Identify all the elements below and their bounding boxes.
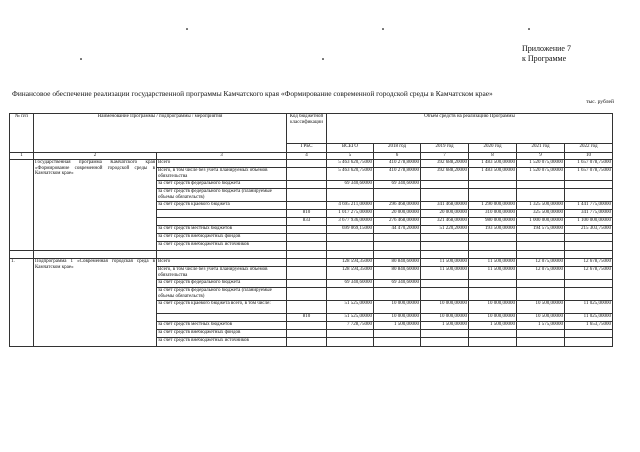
value-cell — [469, 189, 517, 202]
row-label — [157, 218, 287, 226]
value-cell: 194 575,00000 — [517, 226, 565, 234]
value-cell: 80 840,60000 — [374, 259, 421, 267]
value-cell: 10 000,00000 — [469, 314, 517, 322]
index-cell: 1 — [10, 153, 34, 160]
value-cell: 20 000,00000 — [421, 210, 469, 218]
value-cell: 1 500,00000 — [374, 322, 421, 330]
value-cell: 410 278,80000 — [374, 168, 421, 181]
grbs-cell — [287, 280, 327, 288]
row-label: за счет средств местных бюджетов — [157, 226, 287, 234]
grbs-cell — [287, 226, 327, 234]
value-cell: 980 000,00000 — [469, 218, 517, 226]
row-label: за счет средств краевого бюджета всего, в том числе: — [157, 301, 287, 314]
value-cell: 1 575,00000 — [517, 322, 565, 330]
value-cell: 1 500,00000 — [421, 322, 469, 330]
value-cell — [517, 242, 565, 251]
annex-line-1: Приложение 7 — [522, 44, 571, 53]
value-cell: 1 483 500,00000 — [469, 168, 517, 181]
scan-speck — [382, 28, 384, 30]
grbs-cell — [287, 189, 327, 202]
value-cell: 7 728,75000 — [327, 322, 374, 330]
value-cell: 5 463 620,75000 — [327, 168, 374, 181]
value-cell — [565, 234, 613, 242]
row-label: за счет средств местных бюджетов — [157, 322, 287, 330]
index-cell: 10 — [565, 153, 613, 160]
document-title: Финансовое обеспечение реализации государственной программы Камчатского края «Формирование современной городской среды в Камчатском крае» — [12, 89, 493, 98]
value-cell: 699 069,15000 — [327, 226, 374, 234]
annex-label — [522, 44, 571, 64]
grbs-cell — [287, 242, 327, 251]
value-cell: 5 463 620,75000 — [327, 160, 374, 168]
value-cell: 341 468,00000 — [421, 202, 469, 210]
value-cell — [469, 234, 517, 242]
value-cell — [374, 234, 421, 242]
value-cell — [421, 181, 469, 189]
value-cell: 1 100 000,00000 — [565, 218, 613, 226]
value-cell: 1 290 000,00000 — [469, 202, 517, 210]
header-volume: Объем средств на реализацию Программы — [327, 114, 613, 144]
index-cell: 2 — [34, 153, 157, 160]
value-cell: 11 025,00000 — [565, 301, 613, 314]
row-label: за счет средств федерального бюджета (планируемые объемы обязательств) — [157, 288, 287, 301]
value-cell: 1 483 500,00000 — [469, 160, 517, 168]
value-cell: 11 500,00000 — [469, 259, 517, 267]
grbs-cell — [287, 301, 327, 314]
index-cell: 6 — [374, 153, 421, 160]
value-cell: 392 688,20000 — [421, 168, 469, 181]
grbs-cell — [287, 322, 327, 330]
index-cell: 8 — [469, 153, 517, 160]
grbs-cell — [287, 267, 327, 280]
value-cell — [469, 242, 517, 251]
scan-speck — [322, 58, 324, 60]
header-total: ВСЕГО — [327, 144, 374, 153]
row-label — [157, 210, 287, 218]
subprogram-1-section — [10, 259, 613, 347]
header-2021: 2021 год — [517, 144, 565, 153]
row-number: 1. — [10, 259, 34, 347]
value-cell: 12 678,75000 — [565, 259, 613, 267]
value-cell: 1 441 775,00000 — [565, 202, 613, 210]
grbs-cell: 810 — [287, 314, 327, 322]
header-budget-code: Код бюджетной классификации — [287, 114, 327, 144]
value-cell: 11 500,00000 — [421, 267, 469, 280]
scan-speck — [528, 28, 530, 30]
value-cell: 276 468,00000 — [374, 218, 421, 226]
value-cell: 44 470,20000 — [374, 226, 421, 234]
index-cell: 7 — [421, 153, 469, 160]
grbs-cell — [287, 259, 327, 267]
value-cell: 10 500,00000 — [517, 301, 565, 314]
value-cell — [517, 338, 565, 347]
value-cell: 321 468,00000 — [421, 218, 469, 226]
grbs-cell — [287, 234, 327, 242]
value-cell — [374, 189, 421, 202]
value-cell — [327, 234, 374, 242]
value-cell — [565, 330, 613, 338]
value-cell: 51 525,00000 — [327, 301, 374, 314]
value-cell — [469, 288, 517, 301]
table-row — [10, 259, 613, 267]
value-cell — [374, 330, 421, 338]
value-cell: 341 775,00000 — [565, 210, 613, 218]
grbs-cell — [287, 202, 327, 210]
value-cell: 11 500,00000 — [421, 259, 469, 267]
value-cell — [421, 189, 469, 202]
value-cell: 410 278,80000 — [374, 160, 421, 168]
value-cell — [421, 234, 469, 242]
header-2020: 2020 год — [469, 144, 517, 153]
value-cell: 20 000,00000 — [374, 210, 421, 218]
index-cell: 3 — [157, 153, 287, 160]
value-cell — [469, 330, 517, 338]
value-cell: 51 525,00000 — [327, 314, 374, 322]
table-row — [10, 160, 613, 168]
value-cell — [517, 181, 565, 189]
row-label: Всего, в том числе без учета планируемых объемов обязательства — [157, 168, 287, 181]
grbs-cell: 810 — [287, 210, 327, 218]
annex-line-2: к Программе — [522, 54, 567, 63]
row-label: за счет средств федерального бюджета — [157, 280, 287, 288]
value-cell: 3 677 936,00000 — [327, 218, 374, 226]
row-label: за счет средств федерального бюджета (планируемые объемы обязательств) — [157, 189, 287, 202]
value-cell — [517, 189, 565, 202]
value-cell: 392 688,20000 — [421, 160, 469, 168]
value-cell: 215 303,75000 — [565, 226, 613, 234]
value-cell — [565, 280, 613, 288]
value-cell — [327, 288, 374, 301]
index-cell: 9 — [517, 153, 565, 160]
value-cell: 296 468,00000 — [374, 202, 421, 210]
value-cell: 4 695 211,00000 — [327, 202, 374, 210]
value-cell: 69 340,60000 — [374, 181, 421, 189]
row-label: за счет средств внебюджетных источников — [157, 242, 287, 251]
value-cell: 69 340,60000 — [374, 280, 421, 288]
value-cell: 1 653,75000 — [565, 322, 613, 330]
section-name: Подпрограмма 1 «Современная городская среда в Камчатском крае» — [34, 259, 157, 347]
value-cell: 10 000,00000 — [421, 301, 469, 314]
value-cell — [327, 242, 374, 251]
value-cell — [565, 189, 613, 202]
value-cell — [565, 288, 613, 301]
scan-speck — [80, 58, 82, 60]
scan-speck — [186, 28, 188, 30]
grbs-cell — [287, 288, 327, 301]
value-cell: 12 075,00000 — [517, 267, 565, 280]
value-cell — [374, 288, 421, 301]
value-cell — [421, 330, 469, 338]
value-cell: 69 340,60000 — [327, 181, 374, 189]
value-cell — [327, 330, 374, 338]
value-cell: 1 657 078,75000 — [565, 168, 613, 181]
value-cell — [374, 242, 421, 251]
value-cell: 10 000,00000 — [374, 314, 421, 322]
value-cell: 11 025,00000 — [565, 314, 613, 322]
value-cell — [565, 242, 613, 251]
row-label: Всего — [157, 160, 287, 168]
grbs-cell — [287, 330, 327, 338]
index-cell: 5 — [327, 153, 374, 160]
row-label: за счет средств внебюджетных фондов — [157, 234, 287, 242]
grbs-cell: 833 — [287, 218, 327, 226]
row-number — [10, 160, 34, 251]
value-cell: 10 500,00000 — [517, 314, 565, 322]
value-cell: 12 075,00000 — [517, 259, 565, 267]
value-cell: 1 500,00000 — [469, 322, 517, 330]
header-2019: 2019 год — [421, 144, 469, 153]
header-name: Наименование Программы / подпрограммы / мероприятия — [34, 114, 287, 153]
value-cell: 1 325 500,00000 — [517, 202, 565, 210]
header-num: № п/п — [10, 114, 34, 153]
value-cell — [469, 280, 517, 288]
program-section — [10, 160, 613, 251]
value-cell: 10 000,00000 — [421, 314, 469, 322]
row-label — [157, 314, 287, 322]
value-cell — [469, 181, 517, 189]
value-cell — [421, 280, 469, 288]
value-cell: 1 520 075,00000 — [517, 168, 565, 181]
value-cell — [327, 338, 374, 347]
row-label: за счет средств федерального бюджета — [157, 181, 287, 189]
table-header — [10, 114, 613, 160]
value-cell: 51 220,20000 — [421, 226, 469, 234]
value-cell — [565, 181, 613, 189]
value-cell — [517, 330, 565, 338]
row-label: за счет средств внебюджетных фондов — [157, 330, 287, 338]
grbs-cell — [287, 168, 327, 181]
value-cell — [469, 338, 517, 347]
grbs-cell — [287, 338, 327, 347]
grbs-cell — [287, 181, 327, 189]
row-label: Всего, в том числе без учета планируемых объемов обязательства — [157, 267, 287, 280]
row-label: за счет средств внебюджетных источников — [157, 338, 287, 347]
value-cell — [421, 338, 469, 347]
value-cell: 1 017 275,00000 — [327, 210, 374, 218]
value-cell — [374, 338, 421, 347]
header-2018: 2018 год — [374, 144, 421, 153]
value-cell: 69 340,60000 — [327, 280, 374, 288]
value-cell: 310 000,00000 — [469, 210, 517, 218]
value-cell — [517, 280, 565, 288]
value-cell: 10 000,00000 — [469, 301, 517, 314]
value-cell — [421, 288, 469, 301]
value-cell — [517, 288, 565, 301]
value-cell: 325 500,00000 — [517, 210, 565, 218]
value-cell — [421, 242, 469, 251]
value-cell: 11 500,00000 — [469, 267, 517, 280]
value-cell: 1 000 000,00000 — [517, 218, 565, 226]
value-cell: 10 000,00000 — [374, 301, 421, 314]
value-cell — [517, 234, 565, 242]
index-cell: 4 — [287, 153, 327, 160]
value-cell: 80 840,60000 — [374, 267, 421, 280]
header-2022: 2022 год — [565, 144, 613, 153]
row-label: Всего — [157, 259, 287, 267]
unit-label: тыс. рублей — [586, 99, 614, 105]
grbs-cell — [287, 160, 327, 168]
value-cell: 193 500,00000 — [469, 226, 517, 234]
value-cell — [327, 189, 374, 202]
value-cell: 12 678,75000 — [565, 267, 613, 280]
section-name: Государственная программа Камчатского края «Формирование современной городской среды в Камчатском крае» — [34, 160, 157, 251]
value-cell: 1 657 078,75000 — [565, 160, 613, 168]
value-cell — [565, 338, 613, 347]
value-cell: 1 520 075,00000 — [517, 160, 565, 168]
value-cell: 128 594,35000 — [327, 267, 374, 280]
row-label: за счет средств краевого бюджета — [157, 202, 287, 210]
header-grbs: ГРБС — [287, 144, 327, 153]
value-cell: 128 594,35000 — [327, 259, 374, 267]
financing-table — [9, 113, 613, 347]
